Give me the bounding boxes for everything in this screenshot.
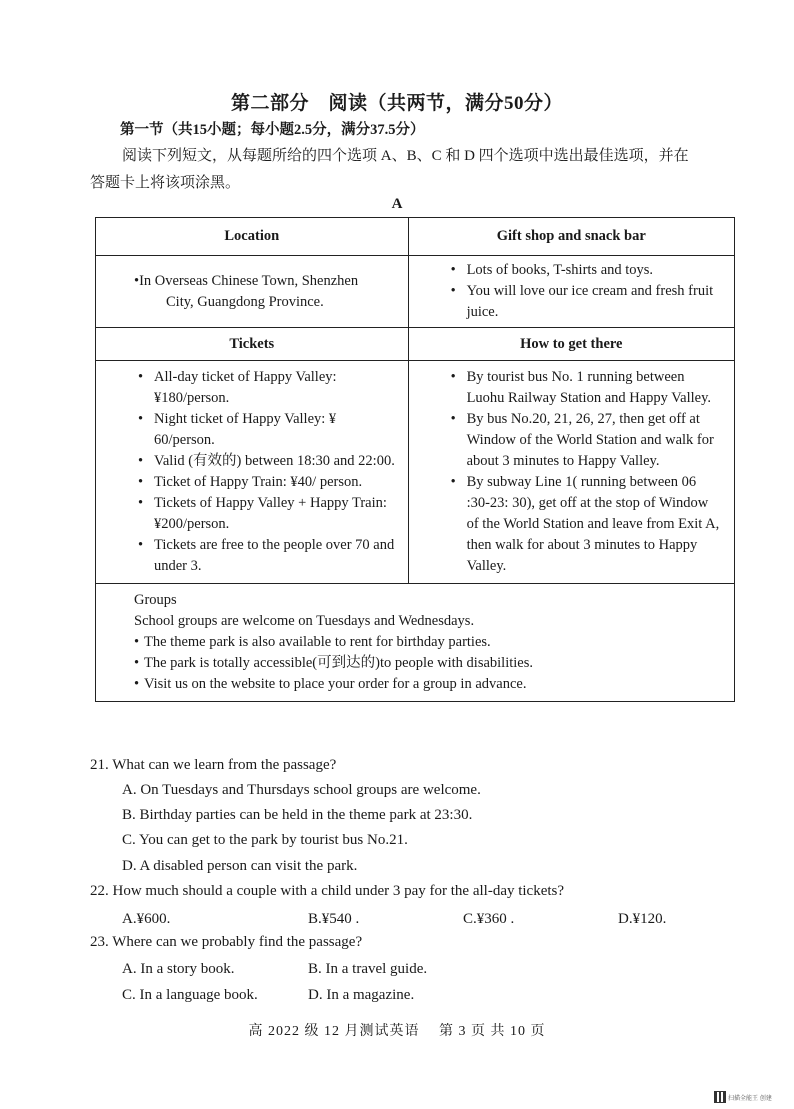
giftshop-header: Gift shop and snack bar	[408, 218, 734, 256]
q23-option-d: D. In a magazine.	[308, 987, 415, 1003]
q22-option-c: C.¥360 .	[463, 911, 515, 927]
groups-intro: School groups are welcome on Tuesdays and Wednesdays.	[134, 613, 475, 629]
groups-cell	[96, 584, 735, 702]
location-line-2: City, Guangdong Province.	[166, 293, 324, 310]
ticket-item: • Tickets of Happy Valley + Happy Train: ¥200/person.	[134, 493, 396, 535]
directions-cell	[408, 361, 734, 584]
tickets-header: Tickets	[96, 328, 409, 361]
directions-header: How to get there	[408, 328, 734, 361]
ticket-item: • Valid (有效的) between 18:30 and 22:00.	[134, 451, 396, 472]
location-line-1: •In Overseas Chinese Town, Shenzhen	[134, 272, 359, 289]
section-title: 第一节（共15小题；每小题2.5分，满分37.5分）	[120, 122, 425, 138]
groups-item: • The park is totally accessible(可到达的)to people with disabilities.	[134, 653, 722, 674]
q21-option-a: A. On Tuesdays and Thursdays school groups are welcome.	[122, 782, 481, 798]
info-table	[95, 217, 735, 702]
q22-option-a: A.¥600.	[122, 911, 171, 927]
ticket-item: • Tickets are free to the people over 70 and under 3.	[134, 535, 396, 577]
instruction-line-2: 答题卡上将该项涂黑。	[90, 175, 241, 191]
giftshop-item: • Lots of books, T-shirts and toys.	[447, 260, 722, 281]
giftshop-cell	[408, 256, 734, 328]
groups-item: • The theme park is also available to rent for birthday parties.	[134, 632, 722, 653]
direction-item: • By tourist bus No. 1 running between Luohu Railway Station and Happy Valley.	[447, 367, 722, 409]
q22-stem: 22. How much should a couple with a child under 3 pay for the all-day tickets?	[90, 883, 565, 899]
page-footer: 高 2022 级 12 月测试英语 第 3 页 共 10 页	[248, 1024, 546, 1039]
part-title: 第二部分 阅读（共两节，满分50分）	[230, 93, 563, 114]
q23-option-a: A. In a story book.	[122, 961, 235, 977]
ticket-item: • All-day ticket of Happy Valley: ¥180/person.	[134, 367, 396, 409]
scanner-stamp: 扫描全能王 创建	[728, 1095, 772, 1102]
q21-stem: 21. What can we learn from the passage?	[90, 757, 337, 773]
passage-label: A	[391, 196, 403, 212]
location-cell	[96, 256, 409, 328]
ticket-item: • Ticket of Happy Train: ¥40/ person.	[134, 472, 396, 493]
giftshop-item: • You will love our ice cream and fresh fruit juice.	[447, 281, 722, 323]
ticket-item: • Night ticket of Happy Valley: ¥ 60/person.	[134, 409, 396, 451]
location-header: Location	[96, 218, 409, 256]
q23-option-b: B. In a travel guide.	[308, 961, 428, 977]
groups-item: • Visit us on the website to place your order for a group in advance.	[134, 674, 722, 695]
groups-title: Groups	[134, 592, 177, 608]
q22-option-d: D.¥120.	[618, 911, 667, 927]
q21-option-b: B. Birthday parties can be held in the theme park at 23:30.	[122, 807, 473, 823]
instruction-line-1: 阅读下列短文，从每题所给的四个选项 A、B、C 和 D 四个选项中选出最佳选项，并在	[122, 148, 689, 164]
q22-option-b: B.¥540 .	[308, 911, 360, 927]
q21-option-c: C. You can get to the park by tourist bus No.21.	[122, 832, 408, 848]
direction-item: • By subway Line 1( running between 06 :30-23: 30), get off at the stop of Window of the World Station and leave from Exit A, then walk for about 3 minutes to Happy Valley.	[447, 472, 722, 577]
q21-option-d: D. A disabled person can visit the park.	[122, 858, 358, 874]
direction-item: • By bus No.20, 21, 26, 27, then get off at Window of the World Station and walk for about 3 minutes to Happy Valley.	[447, 409, 722, 472]
q23-option-c: C. In a language book.	[122, 987, 258, 1003]
tickets-cell	[96, 361, 409, 584]
q23-stem: 23. Where can we probably find the passage?	[90, 934, 363, 950]
qr-code-icon	[714, 1091, 726, 1103]
